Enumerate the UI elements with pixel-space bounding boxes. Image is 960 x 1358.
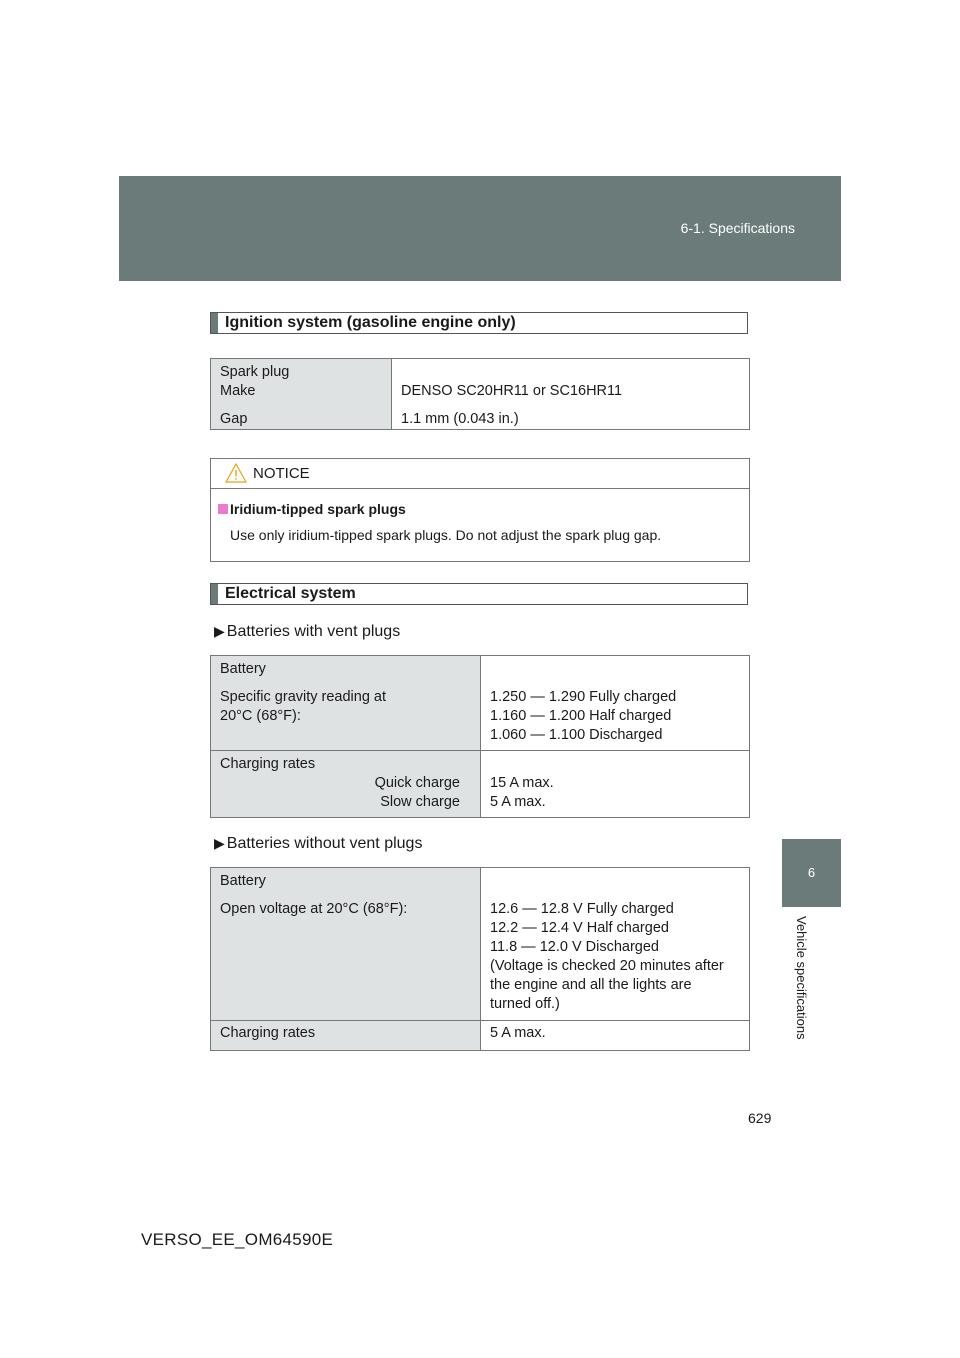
notice-item-body: Use only iridium-tipped spark plugs. Do not adjust the spark plug gap. [230,527,662,543]
battery-no-vent-table [210,867,750,1051]
voltage-note-line-2: the engine and all the lights are [490,977,692,993]
gravity-value-discharged: 1.060 — 1.100 Discharged [490,727,663,743]
notice-title: NOTICE [253,465,310,482]
voltage-value-cell [481,868,750,1021]
gap-label: Gap [220,411,248,427]
chapter-side-label [795,916,809,1066]
table-row [211,359,750,430]
gravity-value-fully: 1.250 — 1.290 Fully charged [490,689,677,705]
section-heading-bar [211,584,218,604]
subheading-without-vent-text: Batteries without vent plugs [226,835,423,852]
charging-label-cell [211,1021,481,1051]
gap-value: 1.1 mm (0.043 in.) [401,411,519,427]
table-row [211,751,750,818]
section-heading-ignition [210,312,748,334]
table-row [211,1021,750,1051]
slow-charge-label: Slow charge [380,794,460,810]
notice-box [210,458,750,562]
subheading-with-vent [214,623,400,641]
voltage-value-half: 12.2 — 12.4 V Half charged [490,920,669,936]
table-row [211,656,750,751]
section-heading-electrical [210,583,748,605]
subheading-with-vent-text: Batteries with vent plugs [226,623,401,640]
slow-charge-value: 5 A max. [490,794,546,810]
voltage-note-line-3: turned off.) [490,996,560,1012]
ignition-spec-table [210,358,750,430]
gravity-label-cell [211,656,481,751]
gravity-value-blank [481,660,749,679]
make-label: Make [220,383,256,399]
bullet-square-icon [218,504,228,514]
section-heading-bar [211,313,218,333]
voltage-value-fully: 12.6 — 12.8 V Fully charged [490,901,674,917]
quick-charge-value: 15 A max. [490,775,554,791]
charging-value-cell [481,1021,750,1051]
triangle-right-icon: ▶ [214,623,225,639]
quick-charge-label: Quick charge [374,775,460,791]
chapter-tab-number: 6 [807,865,816,880]
voltage-note-line-1: (Voltage is checked 20 minutes after [490,958,724,974]
charging-rates-value: 5 A max. [490,1025,546,1041]
battery-vent-table [210,655,750,818]
chapter-tab [782,839,841,907]
section-heading-text: Electrical system [225,585,356,602]
spark-plug-label-cell [211,359,392,430]
gravity-value-cell [481,656,750,751]
charging-rates-label: Charging rates [220,1025,316,1041]
spark-plug-value-blank [392,363,749,382]
charging-value-cell [481,751,750,818]
make-value: DENSO SC20HR11 or SC16HR11 [401,383,623,399]
gravity-label-line-1: Specific gravity reading at [220,689,387,705]
battery-label: Battery [220,661,266,677]
page-number: 629 [748,1110,772,1126]
notice-header [211,459,749,489]
charging-label-cell [211,751,481,818]
charging-value-blank [481,755,749,774]
triangle-right-icon: ▶ [214,835,225,851]
gravity-label-line-2: 20°C (68°F): [220,708,301,724]
header-section-title: 6-1. Specifications [680,220,795,236]
footer-code: VERSO_EE_OM64590E [141,1230,334,1249]
voltage-label: Open voltage at 20°C (68°F): [220,901,408,917]
charging-rates-label: Charging rates [220,756,316,772]
warning-triangle-icon [225,463,247,483]
voltage-label-cell [211,868,481,1021]
header-band [119,176,841,281]
spark-plug-label: Spark plug [220,364,290,380]
gravity-value-half: 1.160 — 1.200 Half charged [490,708,672,724]
section-heading-text: Ignition system (gasoline engine only) [225,314,516,331]
spark-plug-value-cell [392,359,750,430]
notice-item-title: Iridium-tipped spark plugs [230,501,406,517]
voltage-value-blank [481,872,749,891]
subheading-without-vent [214,835,422,853]
battery-label: Battery [220,873,266,889]
voltage-value-discharged: 11.8 — 12.0 V Discharged [490,939,659,955]
chapter-side-label-text: Vehicle specifications [794,916,809,1040]
table-row [211,868,750,1021]
